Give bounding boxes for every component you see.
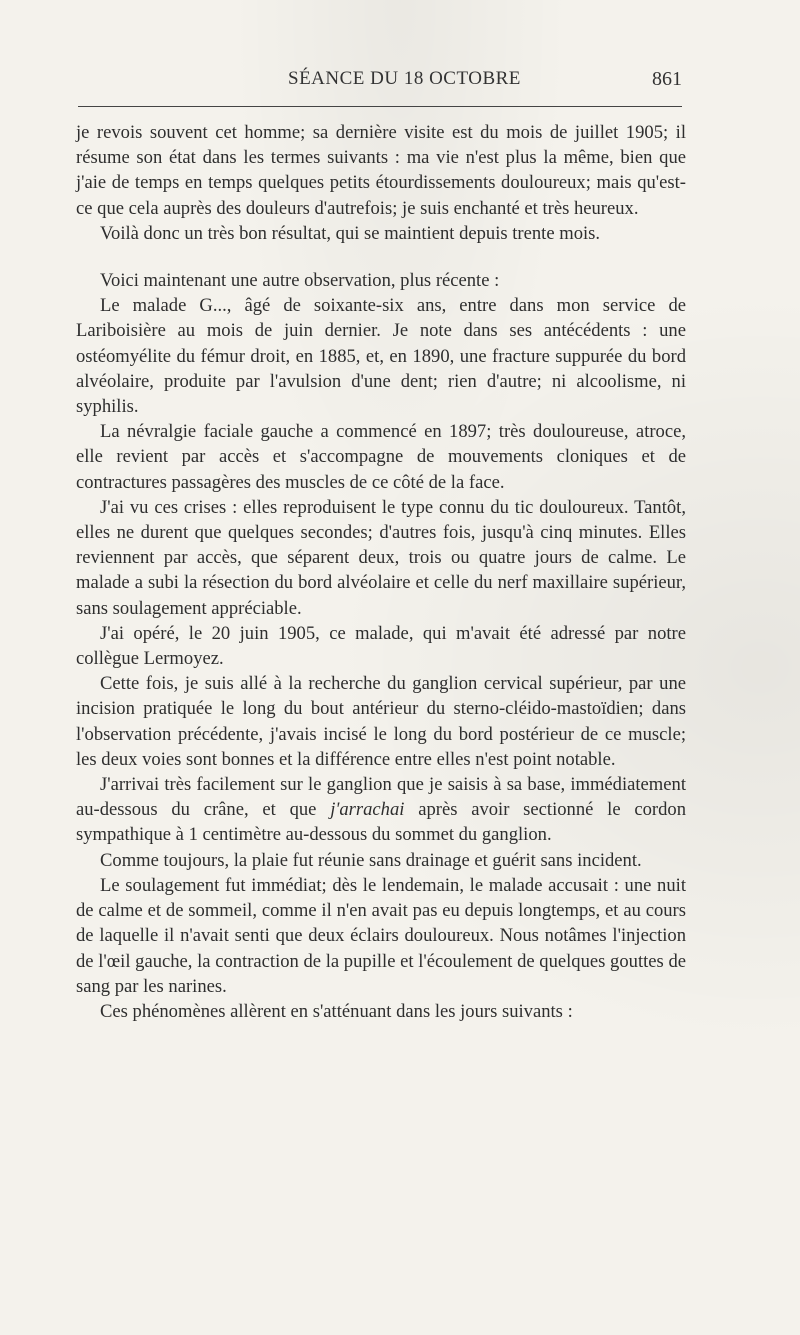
paragraph: Le soulagement fut immédiat; dès le lendemain, le malade accusait : une nuit de calme et de sommeil, comme il n'en avait pas eu depuis longtemps, et au cours de laquelle il n'avait senti que deux éclairs douloureux. Nous notâmes l'injection de l'œil gauche, la contraction de la pupille et l'écoulement de quelques gouttes de sang par les narines.	[76, 874, 686, 997]
paragraph: La névralgie faciale gauche a commencé en 1897; très douloureuse, atroce, elle revient par accès et s'accompagne de mouvements cloniques et de contractures passagères des muscles de ce côté de la face.	[76, 421, 686, 493]
paragraph	[76, 772, 686, 848]
paragraph: J'ai opéré, le 20 juin 1905, ce malade, qui m'avait été adressé par notre collègue Lermoyez.	[76, 622, 686, 670]
paragraph: J'ai vu ces crises : elles reproduisent le type connu du tic douloureux. Tantôt, elles ne durent que quelques secondes; d'autres fois, jusqu'à cinq minutes. Elles reviennent par accès, que séparent deux, trois ou quatre jours de calme. Le malade a subi la résection du bord alvéolaire et celle du nerf maxillaire supérieur, sans soulagement appréciable.	[76, 496, 686, 619]
paragraph: Cette fois, je suis allé à la recherche du ganglion cervical supérieur, par une incision pratiquée le long du bout antérieur du sterno-cléido-mastoïdien; dans l'observation précédente, j'avais incisé le long du bord postérieur de ce muscle; les deux voies sont bonnes et la différence entre elles n'est point notable.	[76, 673, 686, 770]
running-title: SÉANCE DU 18 OCTOBRE	[288, 68, 521, 89]
paragraph: Voilà donc un très bon résultat, qui se maintient depuis trente mois.	[100, 222, 601, 244]
paragraph-text: après avoir sectionné le cordon sympathique à 1 centimètre au-dessous du sommet du ganglion.	[76, 799, 686, 846]
paragraph: je revois souvent cet homme; sa dernière visite est du mois de juillet 1905; il résume son état dans les termes suivants : ma vie n'est plus la même, bien que j'aie de temps en temps quelques petits étourdissements douloureux; mais qu'est-ce que cela auprès des douleurs d'autrefois; je suis enchanté et très heureux.	[76, 122, 686, 219]
page-number: 861	[652, 68, 682, 90]
header-rule	[78, 106, 682, 107]
paragraph: Le malade G..., âgé de soixante-six ans, entre dans mon service de Lariboisière au mois de juin dernier. Je note dans ses antécédents : une ostéomyélite du fémur droit, en 1885, et, en 1890, une fracture suppurée du bord alvéolaire, produite par l'avulsion d'une dent; rien d'autre; ni alcoolisme, ni syphilis.	[76, 295, 686, 418]
paragraph: Ces phénomènes allèrent en s'atténuant dans les jours suivants :	[100, 1000, 573, 1022]
paragraph-text: J'arrivai très facilement sur le ganglion que je saisis à sa base, immédiatement au-dessous du crâne, et que	[76, 774, 686, 821]
italic-word: j'arrachai	[330, 799, 405, 821]
body-text	[76, 120, 686, 1024]
paragraph: Voici maintenant une autre observation, plus récente :	[100, 270, 500, 292]
paragraph: Comme toujours, la plaie fut réunie sans drainage et guérit sans incident.	[100, 849, 642, 871]
page-header	[78, 66, 682, 96]
